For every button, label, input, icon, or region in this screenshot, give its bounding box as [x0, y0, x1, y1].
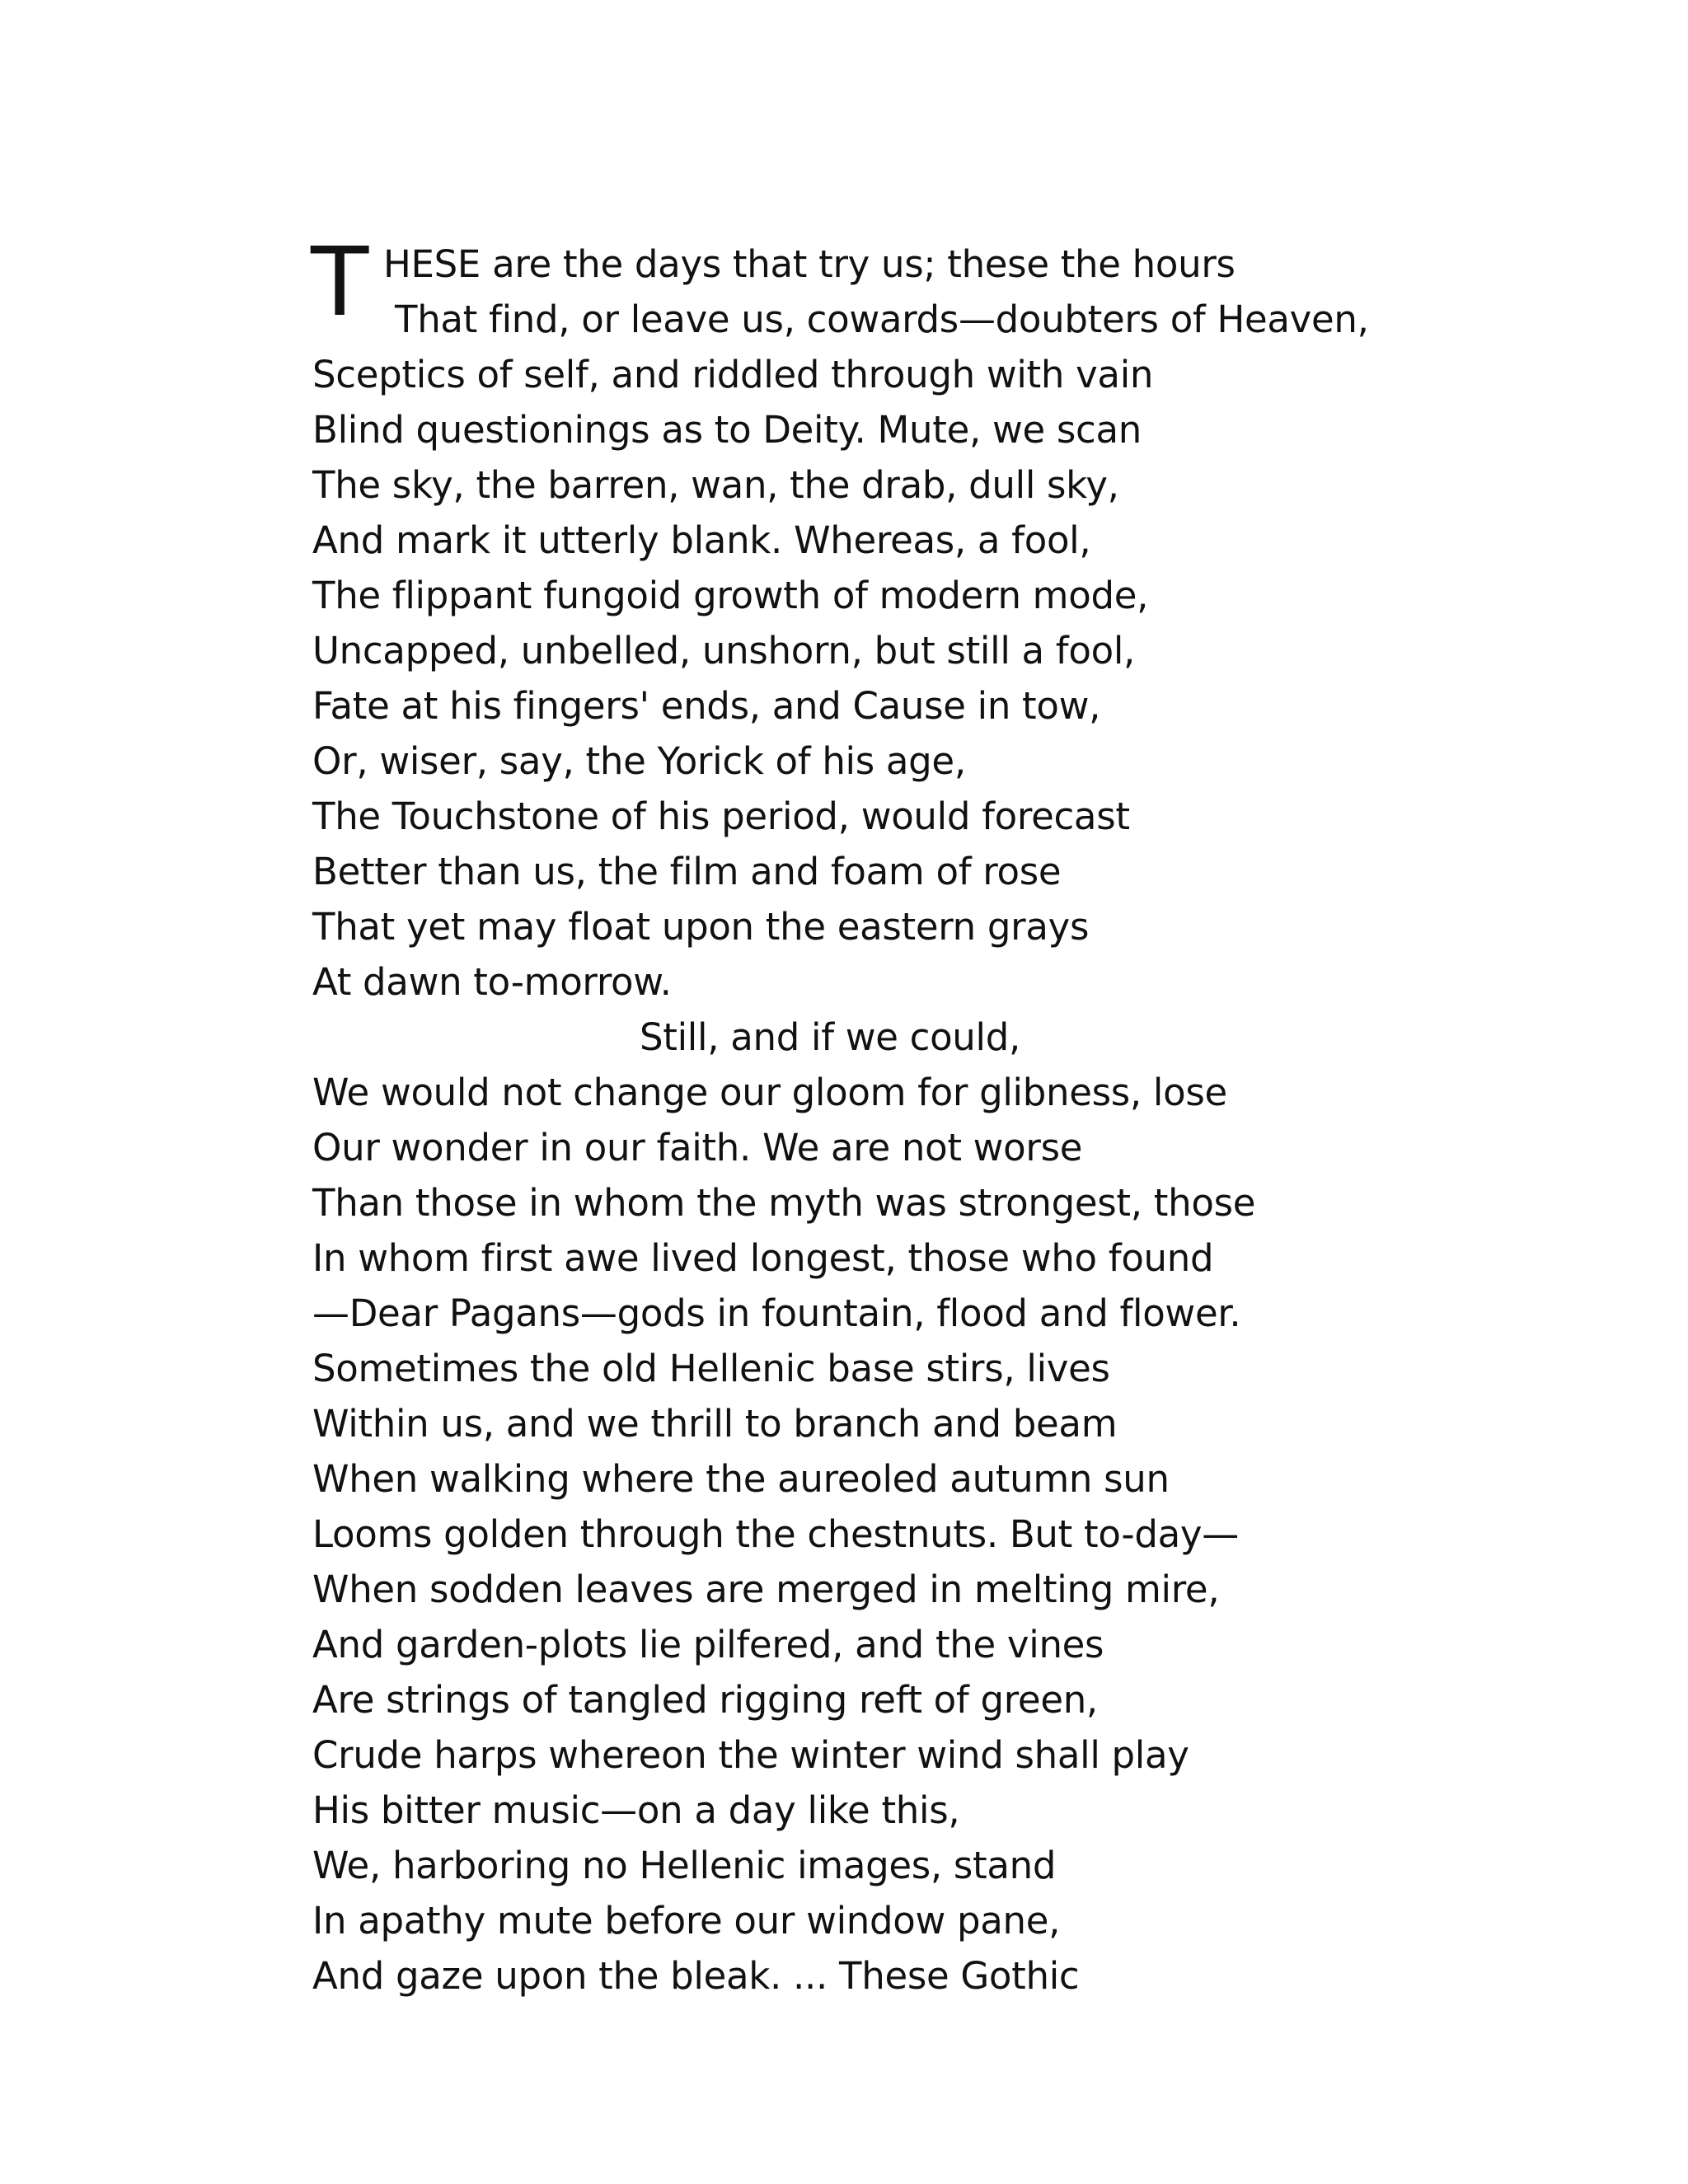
poem-line-13: That yet may float upon the eastern grays [312, 905, 1090, 949]
poem-line-26: And garden-plots lie pilfered, and the vines [312, 1623, 1104, 1666]
poem-line-11: The Touchstone of his period, would forecast [312, 794, 1130, 838]
poem-line-6: And mark it utterly blank. Whereas, a fool, [312, 518, 1091, 562]
poem-line-25: When sodden leaves are merged in melting mire, [312, 1568, 1220, 1611]
poem-line-22: Within us, and we thrill to branch and beam [312, 1402, 1118, 1446]
poem-line-14: At dawn to-morrow. [312, 960, 672, 1004]
poem-line-15: Still, and if we could, [640, 1015, 1020, 1059]
poem-line-3: Sceptics of self, and riddled through with vain [312, 353, 1154, 396]
poem-line-9: Fate at his fingers' ends, and Cause in tow, [312, 684, 1101, 728]
poem-line-31: In apathy mute before our window pane, [312, 1899, 1061, 1943]
poem-body [311, 227, 1466, 1998]
poem-line-21: Sometimes the old Hellenic base stirs, lives [312, 1347, 1110, 1390]
poem-line-32-cropped: And gaze upon the bleak. ... These Gothic [312, 1954, 1080, 1998]
poem-line-text: HESE are the days that try us; these the hours [383, 242, 1236, 286]
poem-line-7: The flippant fungoid growth of modern mode, [312, 574, 1149, 617]
poem-line-16: We would not change our gloom for glibness, lose [312, 1071, 1227, 1114]
drop-cap-letter: T [311, 227, 368, 338]
poem-line-27: Are strings of tangled rigging reft of green, [312, 1678, 1098, 1722]
poem-line-24: Looms golden through the chestnuts. But to-day— [312, 1512, 1239, 1556]
poem-line-28: Crude harps whereon the winter wind shall play [312, 1733, 1189, 1777]
poem-line-8: Uncapped, unbelled, unshorn, but still a fool, [312, 629, 1136, 673]
poem-line-4: Blind questionings as to Deity. Mute, we scan [312, 408, 1142, 452]
poem-line-12: Better than us, the film and foam of rose [312, 850, 1062, 893]
poem-line-5: The sky, the barren, wan, the drab, dull sky, [312, 463, 1119, 507]
poem-line-30: We, harboring no Hellenic images, stand [312, 1844, 1057, 1887]
poem-line-2: That find, or leave us, cowards—doubters of Heaven, [395, 298, 1369, 341]
poem-line-23: When walking where the aureoled autumn sun [312, 1457, 1170, 1501]
poem-line-19: In whom first awe lived longest, those who found [312, 1236, 1214, 1280]
poem-line-10: Or, wiser, say, the Yorick of his age, [312, 739, 966, 783]
poem-line-18: Than those in whom the myth was strongest, those [312, 1181, 1256, 1225]
poem-line-17: Our wonder in our faith. We are not worse [312, 1126, 1083, 1169]
poem-line-20: —Dear Pagans—gods in fountain, flood and flower. [312, 1291, 1241, 1335]
poem-line-29: His bitter music—on a day like this, [312, 1788, 960, 1832]
